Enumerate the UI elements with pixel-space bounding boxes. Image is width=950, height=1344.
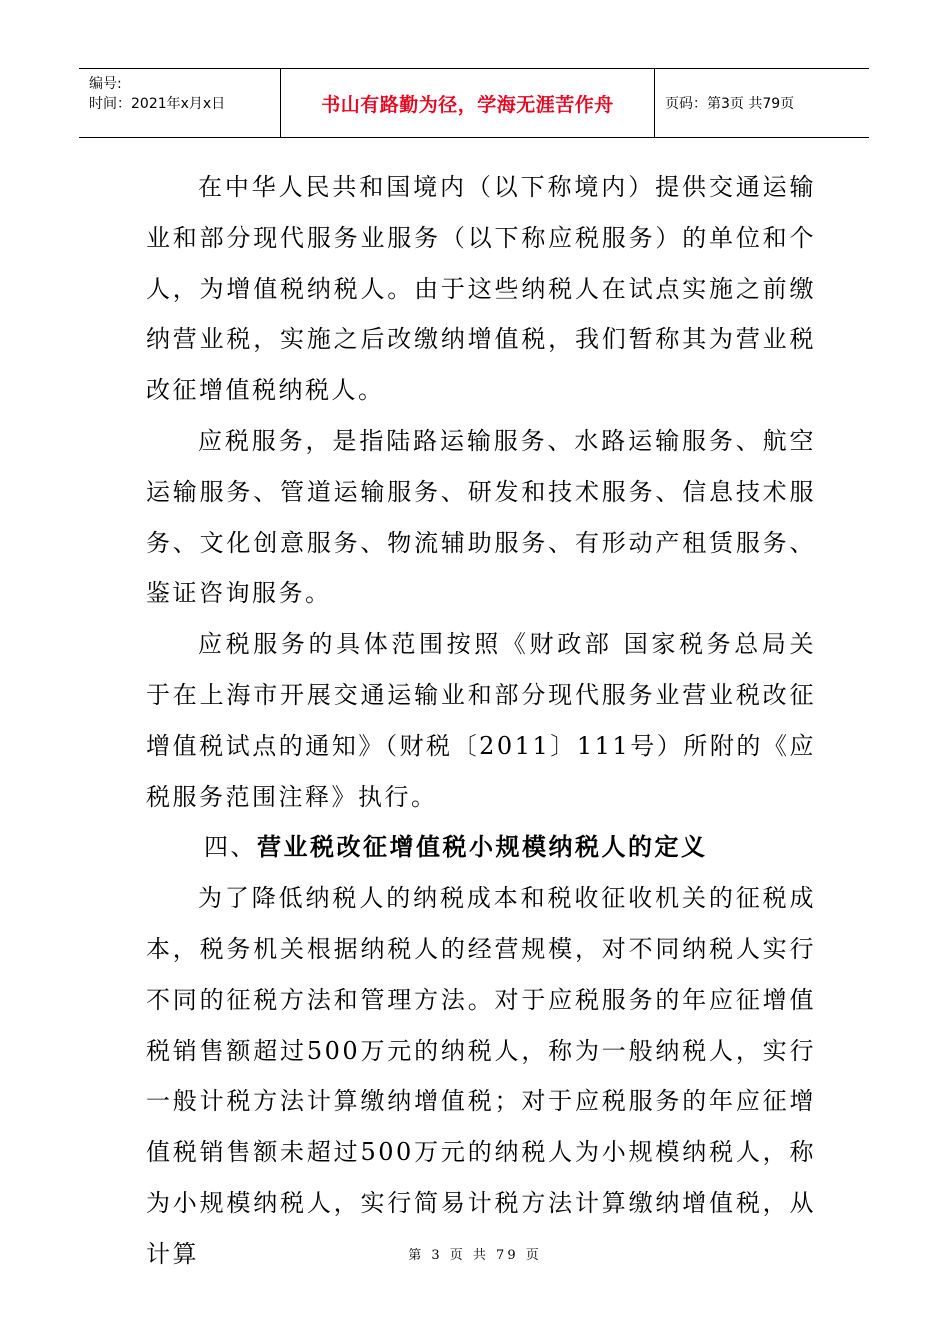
document-date: 时间：2021年x月x日	[89, 96, 226, 112]
document-body	[146, 162, 816, 1280]
header-meta	[79, 69, 281, 137]
section-heading	[146, 822, 816, 873]
section-number: 四、	[204, 833, 257, 862]
paragraph-taxable-services: 应税服务，是指陆路运输服务、水路运输服务、航空运输服务、管道运输服务、研发和技术服务、信息技术服务、文化创意服务、物流辅助服务、有形动产租赁服务、鉴证咨询服务。	[146, 426, 816, 608]
section-title: 营业税改征增值税小规模纳税人的定义	[257, 832, 708, 862]
header-motto: 书山有路勤为径，学海无涯苦作舟	[281, 69, 655, 137]
paragraph-small-scale-definition: 为了降低纳税人的纳税成本和税收征收机关的征税成本，税务机关根据纳税人的经营规模，对不同纳税人实行不同的征税方法和管理方法。对于应税服务的年应征增值税销售额超过500万元的纳税人，称为一般纳税人，实行一般计税方法计算缴纳增值税；对于应税服务的年应征增值税销售额未超过500万元的纳税人为小规模纳税人，称为小规模纳税人，实行简易计税方法计算缴纳增值税，从计算	[146, 884, 816, 1268]
page-footer: 第 3 页 共 79 页	[408, 1248, 542, 1263]
header-page-info: 页码：第3页 共79页	[665, 96, 795, 112]
document-number-label: 编号:	[89, 76, 122, 92]
page-header	[79, 68, 869, 138]
paragraph-service-scope: 应税服务的具体范围按照《财政部 国家税务总局关于在上海市开展交通运输业和部分现代服务业营业税改征增值税试点的通知》（财税〔2011〕111号）所附的《应税服务范围注释》执行。	[146, 630, 816, 811]
paragraph-taxpayer-definition: 在中华人民共和国境内（以下称境内）提供交通运输业和部分现代服务业服务（以下称应税服务）的单位和个人，为增值税纳税人。由于这些纳税人在试点实施之前缴纳营业税，实施之后改缴纳增值税，我们暂称其为营业税改征增值税纳税人。	[146, 173, 816, 405]
